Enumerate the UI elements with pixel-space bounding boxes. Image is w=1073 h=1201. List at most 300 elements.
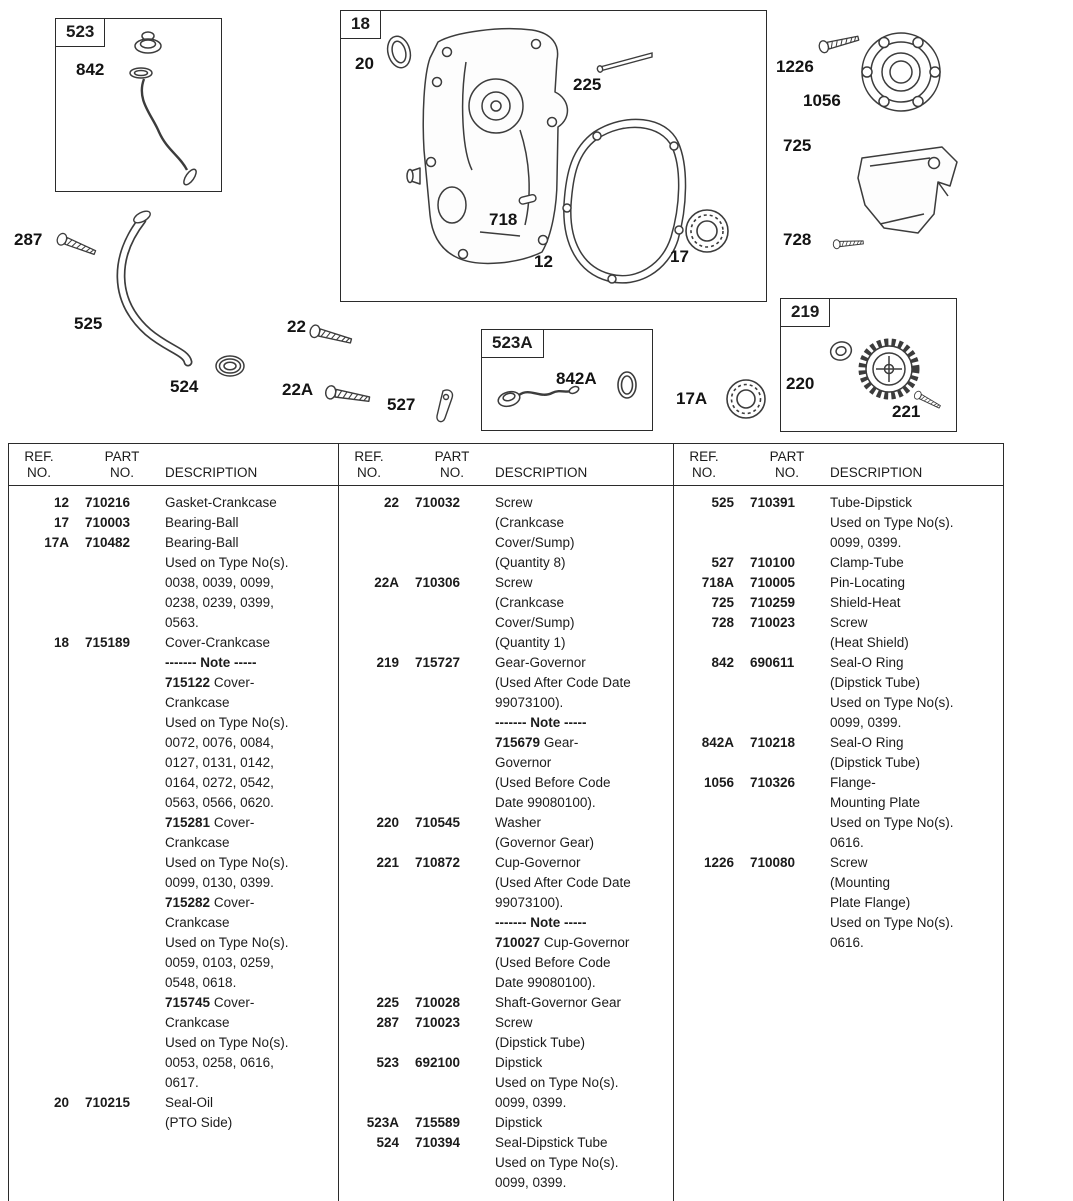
table-row-continuation xyxy=(674,713,1003,733)
table-row-continuation xyxy=(9,973,338,993)
seal-524-drawing xyxy=(216,356,244,376)
table-row-continuation xyxy=(674,793,1003,813)
table-row-continuation xyxy=(9,573,338,593)
part-no: 710032 xyxy=(415,495,461,510)
ref-no xyxy=(9,553,69,573)
callout-524: 524 xyxy=(170,377,199,396)
ref-no: 527 xyxy=(711,555,734,570)
table-row-continuation xyxy=(339,893,673,913)
part-no: 710482 xyxy=(85,535,131,550)
ref-no xyxy=(339,893,399,913)
callout-221: 221 xyxy=(892,402,921,421)
table-column-2 xyxy=(338,444,673,1201)
part-no xyxy=(85,653,159,673)
description: 0563. xyxy=(165,615,199,630)
ref-no-header: REF. NO. xyxy=(24,449,54,480)
description: Used on Type No(s). xyxy=(830,515,954,530)
part-no xyxy=(750,813,824,833)
part-no xyxy=(750,513,824,533)
part-no xyxy=(415,793,489,813)
part-no: 710100 xyxy=(750,555,796,570)
part-no: 710216 xyxy=(85,495,131,510)
part-no xyxy=(85,693,159,713)
table-row-continuation xyxy=(9,833,338,853)
ref-no xyxy=(9,853,69,873)
description: Crankcase xyxy=(165,835,230,850)
part-no xyxy=(85,1053,159,1073)
description: (Used After Code Date xyxy=(495,675,631,690)
description: Screw xyxy=(830,615,868,630)
description: Shield-Heat xyxy=(830,595,901,610)
ref-no xyxy=(9,793,69,813)
part-no: 710215 xyxy=(85,1095,131,1110)
ref-no xyxy=(339,753,399,773)
part-no xyxy=(85,753,159,773)
description-header: DESCRIPTION xyxy=(165,465,258,480)
ref-no xyxy=(9,713,69,733)
ref-no xyxy=(339,1093,399,1113)
callout-728: 728 xyxy=(783,230,812,249)
callout-523: 523 xyxy=(56,19,105,47)
ref-no xyxy=(339,873,399,893)
ref-no xyxy=(9,873,69,893)
ref-no xyxy=(9,993,69,1013)
part-no xyxy=(415,533,489,553)
description: (Crankcase xyxy=(495,515,565,530)
table-row xyxy=(339,1053,673,1073)
part-no xyxy=(415,913,489,933)
callout-725: 725 xyxy=(783,136,812,155)
part-no xyxy=(415,833,489,853)
table-row-continuation xyxy=(339,613,673,633)
ref-no xyxy=(339,513,399,533)
description: Seal-O Ring xyxy=(830,735,904,750)
part-no: 710394 xyxy=(415,1135,461,1150)
part-no xyxy=(415,753,489,773)
part-no xyxy=(85,953,159,973)
description: 715679 Gear- xyxy=(495,735,579,750)
description: ------- Note ----- xyxy=(165,655,257,670)
table-row xyxy=(9,1093,338,1113)
table-row-continuation xyxy=(339,1153,673,1173)
description: Used on Type No(s). xyxy=(165,555,289,570)
ref-no xyxy=(674,713,734,733)
part-no: 710005 xyxy=(750,575,796,590)
description: 0548, 0618. xyxy=(165,975,237,990)
table-row-continuation xyxy=(339,513,673,533)
screw-287-drawing xyxy=(56,232,98,258)
ref-no xyxy=(674,753,734,773)
table-row-continuation xyxy=(674,513,1003,533)
part-no: 715589 xyxy=(415,1115,461,1130)
table-row-continuation xyxy=(9,673,338,693)
description: (Used Before Code xyxy=(495,775,611,790)
part-no xyxy=(415,673,489,693)
table-row-continuation xyxy=(339,1033,673,1053)
clamp-527-drawing xyxy=(437,390,453,422)
governor-gear-box xyxy=(780,298,957,432)
description: (Mounting xyxy=(830,875,891,890)
table-row xyxy=(674,733,1003,753)
part-no: 710023 xyxy=(750,615,796,630)
description: Crankcase xyxy=(165,1015,230,1030)
table-row-continuation xyxy=(339,953,673,973)
part-no xyxy=(415,513,489,533)
ref-no: 219 xyxy=(376,655,399,670)
table-row-continuation xyxy=(339,753,673,773)
description: Dipstick xyxy=(495,1115,543,1130)
part-no: 710080 xyxy=(750,855,796,870)
table-row-continuation xyxy=(9,933,338,953)
callout-527: 527 xyxy=(387,395,416,414)
ref-no xyxy=(9,573,69,593)
part-no xyxy=(415,553,489,573)
ref-no: 524 xyxy=(376,1135,399,1150)
table-row-continuation xyxy=(674,673,1003,693)
ref-no xyxy=(9,653,69,673)
ref-no: 225 xyxy=(376,995,399,1010)
table-row-continuation xyxy=(9,733,338,753)
part-no xyxy=(415,1073,489,1093)
ref-no-header: REF. NO. xyxy=(354,449,384,480)
part-no: 710028 xyxy=(415,995,461,1010)
ref-no xyxy=(9,813,69,833)
part-no xyxy=(750,673,824,693)
ref-no: 1226 xyxy=(703,855,734,870)
part-no xyxy=(85,933,159,953)
ref-no: 18 xyxy=(53,635,69,650)
ref-no: 12 xyxy=(53,495,69,510)
table-column-3 xyxy=(673,444,1003,1201)
table-row xyxy=(339,1113,673,1133)
part-no xyxy=(750,693,824,713)
table-row-continuation xyxy=(9,953,338,973)
table-row xyxy=(9,633,338,653)
part-no xyxy=(85,553,159,573)
ref-no xyxy=(339,973,399,993)
description: 0072, 0076, 0084, xyxy=(165,735,274,750)
table-row-continuation xyxy=(9,553,338,573)
ref-no xyxy=(674,513,734,533)
table-row xyxy=(339,1013,673,1033)
part-no xyxy=(415,933,489,953)
ref-no: 17A xyxy=(44,535,69,550)
description: 0099, 0399. xyxy=(495,1095,567,1110)
table-row-continuation xyxy=(339,733,673,753)
description: 0164, 0272, 0542, xyxy=(165,775,274,790)
description: Used on Type No(s). xyxy=(830,695,954,710)
ref-no xyxy=(339,773,399,793)
part-no xyxy=(85,1113,159,1133)
description: Clamp-Tube xyxy=(830,555,904,570)
part-no xyxy=(750,753,824,773)
part-no xyxy=(415,613,489,633)
table-row xyxy=(674,653,1003,673)
ref-no xyxy=(9,833,69,853)
table-header xyxy=(9,444,338,486)
table-row-continuation xyxy=(339,833,673,853)
description: (Heat Shield) xyxy=(830,635,909,650)
description: 0099, 0399. xyxy=(830,715,902,730)
ref-no xyxy=(339,833,399,853)
description: Tube-Dipstick xyxy=(830,495,913,510)
part-no xyxy=(415,1033,489,1053)
part-no-header: PART NO. xyxy=(434,449,470,480)
table-row-continuation xyxy=(9,1013,338,1033)
part-no xyxy=(85,873,159,893)
ref-no xyxy=(674,913,734,933)
ref-no xyxy=(674,673,734,693)
description: (Dipstick Tube) xyxy=(830,675,921,690)
table-row-continuation xyxy=(674,533,1003,553)
part-no: 710259 xyxy=(750,595,796,610)
description: 0038, 0039, 0099, xyxy=(165,575,274,590)
table-row-continuation xyxy=(9,913,338,933)
description: Used on Type No(s). xyxy=(165,935,289,950)
table-header xyxy=(674,444,1003,486)
description: (Dipstick Tube) xyxy=(830,755,921,770)
ref-no xyxy=(674,793,734,813)
description: Used on Type No(s). xyxy=(495,1155,619,1170)
description: Screw xyxy=(495,1015,533,1030)
screw-22a-drawing xyxy=(325,385,371,406)
ref-no xyxy=(674,633,734,653)
ref-no-header: REF. NO. xyxy=(689,449,719,480)
table-row xyxy=(674,773,1003,793)
description: 0059, 0103, 0259, xyxy=(165,955,274,970)
table-row xyxy=(674,573,1003,593)
ref-no xyxy=(674,833,734,853)
part-no: 710003 xyxy=(85,515,131,530)
part-no: 710218 xyxy=(750,735,796,750)
description: Screw xyxy=(495,575,533,590)
ref-no: 842A xyxy=(701,735,734,750)
part-no xyxy=(415,773,489,793)
description: Governor xyxy=(495,755,552,770)
table-row-continuation xyxy=(339,593,673,613)
description: 0099, 0399. xyxy=(495,1175,567,1190)
table-col-body xyxy=(674,486,1003,953)
ref-no xyxy=(9,933,69,953)
dipstick-box xyxy=(55,18,222,192)
table-row-continuation xyxy=(9,773,338,793)
description: Screw xyxy=(830,855,868,870)
part-no xyxy=(85,973,159,993)
description: Shaft-Governor Gear xyxy=(495,995,622,1010)
table-row-continuation xyxy=(339,673,673,693)
table-row xyxy=(674,553,1003,573)
description: Gasket-Crankcase xyxy=(165,495,277,510)
description: Pin-Locating xyxy=(830,575,906,590)
ref-no: 842 xyxy=(711,655,734,670)
description: (Used After Code Date xyxy=(495,875,631,890)
callout-17: 17 xyxy=(670,247,689,266)
table-row-continuation xyxy=(674,893,1003,913)
table-row-continuation xyxy=(674,753,1003,773)
ref-no: 523 xyxy=(376,1055,399,1070)
part-no xyxy=(85,813,159,833)
part-no xyxy=(85,573,159,593)
table-row-continuation xyxy=(9,1073,338,1093)
part-no xyxy=(415,713,489,733)
part-no xyxy=(415,693,489,713)
description: (Crankcase xyxy=(495,595,565,610)
description: Used on Type No(s). xyxy=(165,855,289,870)
description: Used on Type No(s). xyxy=(165,1035,289,1050)
description: Date 99080100). xyxy=(495,795,596,810)
description: Crankcase xyxy=(165,915,230,930)
part-no xyxy=(85,833,159,853)
ref-no xyxy=(339,693,399,713)
dipstick-tube-525-drawing xyxy=(121,209,188,362)
table-row-continuation xyxy=(339,913,673,933)
table-row xyxy=(339,1133,673,1153)
ref-no xyxy=(9,733,69,753)
callout-20: 20 xyxy=(355,54,374,73)
part-no xyxy=(415,973,489,993)
ref-no xyxy=(9,973,69,993)
table-column-1 xyxy=(9,444,338,1201)
ref-no: 718A xyxy=(701,575,734,590)
table-row xyxy=(339,853,673,873)
ref-no xyxy=(674,893,734,913)
callout-842: 842 xyxy=(76,60,105,79)
table-row xyxy=(674,493,1003,513)
table-header xyxy=(339,444,673,486)
description: 0238, 0239, 0399, xyxy=(165,595,274,610)
callout-225: 225 xyxy=(573,75,602,94)
ref-no xyxy=(9,1013,69,1033)
table-row-continuation xyxy=(339,633,673,653)
ref-no xyxy=(339,1173,399,1193)
table-row-continuation xyxy=(674,933,1003,953)
bearing-17a-drawing xyxy=(727,380,765,418)
screw-728-drawing xyxy=(833,238,864,249)
ref-no xyxy=(339,733,399,753)
callout-219: 219 xyxy=(781,299,830,327)
table-row-continuation xyxy=(339,533,673,553)
description: 0053, 0258, 0616, xyxy=(165,1055,274,1070)
table-row-continuation xyxy=(9,1033,338,1053)
table-row xyxy=(674,613,1003,633)
table-row-continuation xyxy=(9,593,338,613)
callout-17A: 17A xyxy=(676,389,708,408)
parts-table xyxy=(8,443,1004,1201)
description: 0099, 0130, 0399. xyxy=(165,875,274,890)
ref-no xyxy=(9,893,69,913)
part-no xyxy=(85,893,159,913)
part-no xyxy=(415,1093,489,1113)
part-no xyxy=(415,633,489,653)
part-no xyxy=(85,1013,159,1033)
table-row xyxy=(339,573,673,593)
part-no: 710023 xyxy=(415,1015,461,1030)
ref-no: 725 xyxy=(711,595,734,610)
part-no: 710872 xyxy=(415,855,461,870)
table-row-continuation xyxy=(9,853,338,873)
part-no: 692100 xyxy=(415,1055,461,1070)
table-row xyxy=(339,813,673,833)
part-no xyxy=(415,873,489,893)
ref-no xyxy=(339,633,399,653)
ref-no xyxy=(339,933,399,953)
ref-no xyxy=(339,953,399,973)
table-row-continuation xyxy=(674,633,1003,653)
part-no xyxy=(85,773,159,793)
part-no-header: PART NO. xyxy=(104,449,140,480)
ref-no xyxy=(9,693,69,713)
ref-no xyxy=(339,593,399,613)
part-no xyxy=(415,1153,489,1173)
ref-no xyxy=(339,913,399,933)
table-row-continuation xyxy=(339,553,673,573)
table-row xyxy=(339,653,673,673)
ref-no: 22 xyxy=(383,495,399,510)
ref-no xyxy=(9,913,69,933)
description: Seal-Oil xyxy=(165,1095,214,1110)
ref-no: 22A xyxy=(374,575,399,590)
description: Cup-Governor xyxy=(495,855,581,870)
description: Used on Type No(s). xyxy=(830,915,954,930)
table-row-continuation xyxy=(339,933,673,953)
ref-no xyxy=(339,673,399,693)
ref-no xyxy=(9,1053,69,1073)
table-row-continuation xyxy=(9,693,338,713)
table-row xyxy=(9,493,338,513)
part-no xyxy=(415,593,489,613)
ref-no: 1056 xyxy=(703,775,734,790)
description: Seal-O Ring xyxy=(830,655,904,670)
ref-no xyxy=(674,533,734,553)
description: 99073100). xyxy=(495,895,564,910)
description: Cover-Crankcase xyxy=(165,635,271,650)
part-no: 710326 xyxy=(750,775,796,790)
part-no: 715189 xyxy=(85,635,131,650)
ref-no xyxy=(9,613,69,633)
description: Bearing-Ball xyxy=(165,515,239,530)
callout-287: 287 xyxy=(14,230,43,249)
table-row xyxy=(339,993,673,1013)
crankcase-cover-box xyxy=(340,10,767,302)
description: Used on Type No(s). xyxy=(830,815,954,830)
table-row-continuation xyxy=(339,713,673,733)
part-no xyxy=(750,913,824,933)
ref-no xyxy=(339,1073,399,1093)
callout-22A: 22A xyxy=(282,380,314,399)
callout-523A: 523A xyxy=(482,330,544,358)
table-row-continuation xyxy=(9,753,338,773)
table-row-continuation xyxy=(9,873,338,893)
part-no: 690611 xyxy=(750,655,795,670)
table-row-continuation xyxy=(9,1113,338,1133)
description: Dipstick xyxy=(495,1055,543,1070)
description: 0563, 0566, 0620. xyxy=(165,795,274,810)
ref-no xyxy=(674,933,734,953)
description: (Used Before Code xyxy=(495,955,611,970)
description: Bearing-Ball xyxy=(165,535,239,550)
table-row-continuation xyxy=(339,693,673,713)
table-row-continuation xyxy=(339,773,673,793)
table-row-continuation xyxy=(674,693,1003,713)
table-row-continuation xyxy=(9,653,338,673)
description: 0617. xyxy=(165,1075,199,1090)
description: Crankcase xyxy=(165,695,230,710)
description: (PTO Side) xyxy=(165,1115,233,1130)
table-row-continuation xyxy=(339,1073,673,1093)
description: 0616. xyxy=(830,835,864,850)
table-row-continuation xyxy=(9,793,338,813)
table-row xyxy=(674,593,1003,613)
